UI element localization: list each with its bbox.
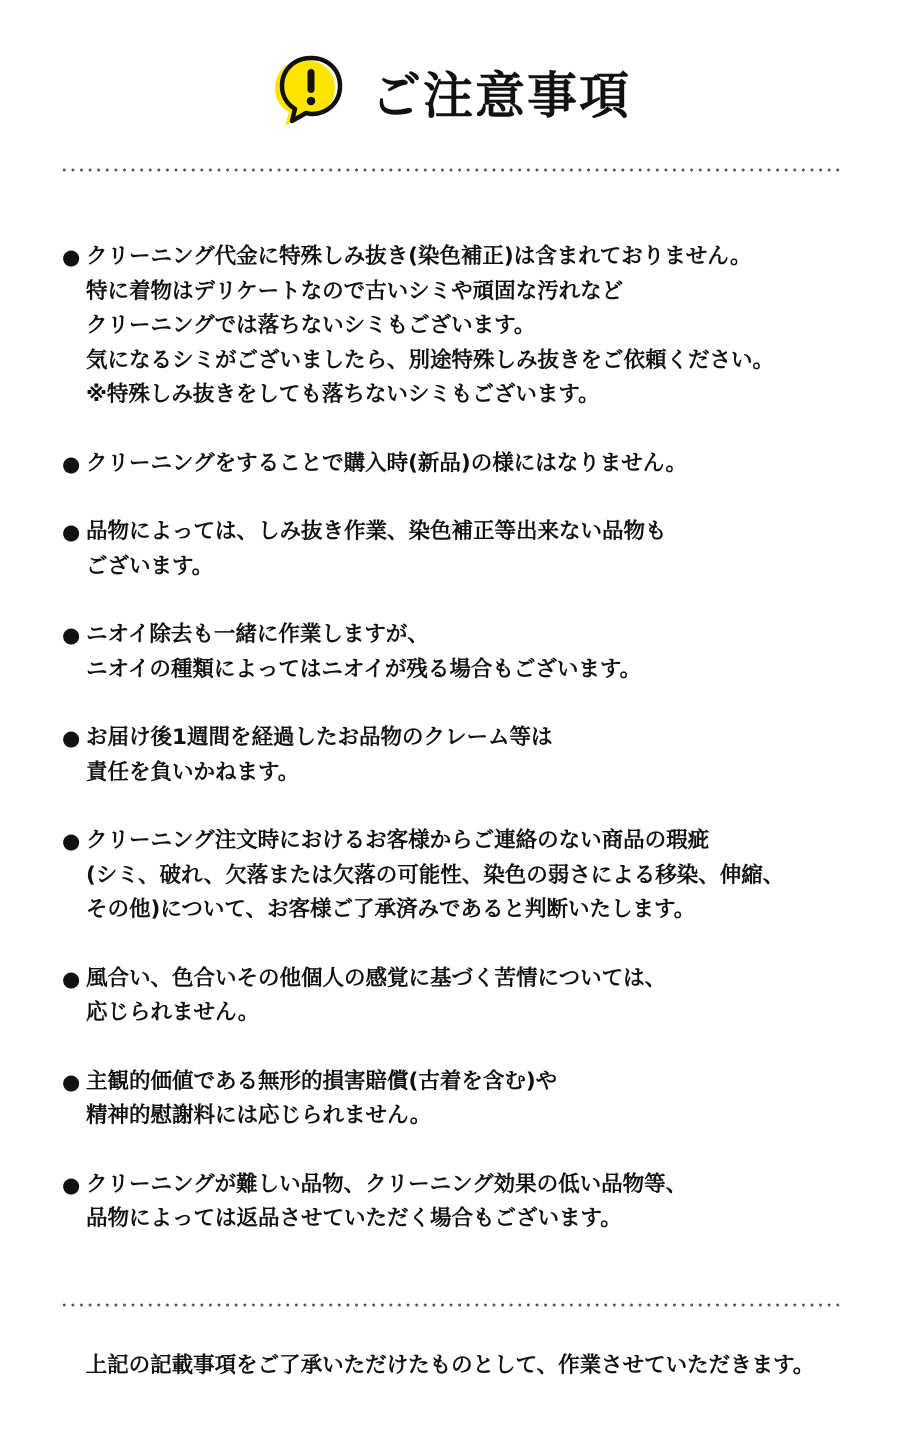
bullet-mark: ●: [62, 245, 81, 269]
notice-text-line: 気になるシミがございましたら、別途特殊しみ抜きをご依頼ください。: [86, 347, 775, 373]
bullet-mark: ●: [62, 1069, 81, 1094]
notice-text-line: 特に着物はデリケートなので古いシミや頑固な汚れなど: [86, 278, 624, 304]
notice-item: [62, 618, 862, 687]
page-title: ご注意事項: [371, 67, 631, 125]
notice-text-line: ニオイ除去も一緒に作業しますが、: [86, 622, 429, 647]
notice-text-line: クリーニング代金に特殊しみ抜き(染色補正)は含まれておりません。: [86, 244, 752, 269]
notice-item: [62, 721, 862, 790]
bullet-mark: ●: [62, 623, 81, 647]
notice-item: [62, 1065, 862, 1134]
notice-text-line: 責任を負いかねます。: [86, 759, 300, 785]
notice-item: [62, 1168, 862, 1237]
notice-text-line: (シミ、破れ、欠落または欠落の可能性、染色の弱さによる移染、伸縮、: [86, 862, 785, 888]
bullet-mark: ●: [62, 966, 81, 991]
notice-text-line: クリーニング注文時におけるお客様からご連絡のない商品の瑕疵: [86, 828, 710, 853]
notice-item: [62, 240, 862, 413]
notice-text-line: 品物によっては返品させていただく場合もございます。: [86, 1206, 622, 1231]
bullet-mark: ●: [62, 726, 81, 750]
footer-acknowledgement: 上記の記載事項をご了承いただけたものとして、作業させていただきます。: [85, 1353, 815, 1378]
notice-text-line: 品物によっては、しみ抜き作業、染色補正等出来ない品物も: [86, 519, 667, 544]
notice-text-line: その他)について、お客様ご了承済みであると判断いたします。: [86, 897, 696, 922]
bullet-mark: ●: [62, 1172, 81, 1197]
notice-text-line: 主観的価値である無形的損害賠償(古着を含む)や: [86, 1068, 558, 1094]
notice-item: [62, 515, 862, 584]
notice-item: [62, 447, 862, 482]
notice-text-line: クリーニングをすることで購入時(新品)の様にはなりません。: [86, 450, 688, 476]
bullet-mark: ●: [62, 451, 81, 476]
exclamation-speech-bubble-icon: [269, 54, 347, 130]
notice-text-line: 精神的慰謝料には応じられません。: [86, 1103, 432, 1128]
top-dotted-divider: [60, 168, 840, 172]
bullet-mark: ●: [62, 520, 81, 544]
bottom-dotted-divider: [60, 1303, 840, 1307]
notice-text-line: 応じられません。: [86, 1000, 260, 1025]
notice-text-line: クリーニングが難しい品物、クリーニング効果の低い品物等、: [86, 1171, 688, 1197]
page-header: [0, 52, 900, 132]
notice-text-line: ニオイの種類によってはニオイが残る場合もございます。: [86, 656, 642, 682]
notice-item: [62, 962, 862, 1031]
notice-text-line: 風合い、色合いその他個人の感覚に基づく苦情については、: [86, 965, 667, 991]
notice-text-line: ※特殊しみ抜きをしても落ちないシミもございます。: [86, 382, 600, 407]
notice-list: [62, 240, 862, 1271]
notice-text-line: クリーニングでは落ちないシミもございます。: [86, 313, 536, 338]
notice-text-line: お届け後1週間を経過したお品物のクレーム等は: [86, 725, 553, 750]
bullet-mark: ●: [62, 829, 81, 853]
notice-item: [62, 824, 862, 928]
notice-text-line: ございます。: [86, 553, 214, 579]
